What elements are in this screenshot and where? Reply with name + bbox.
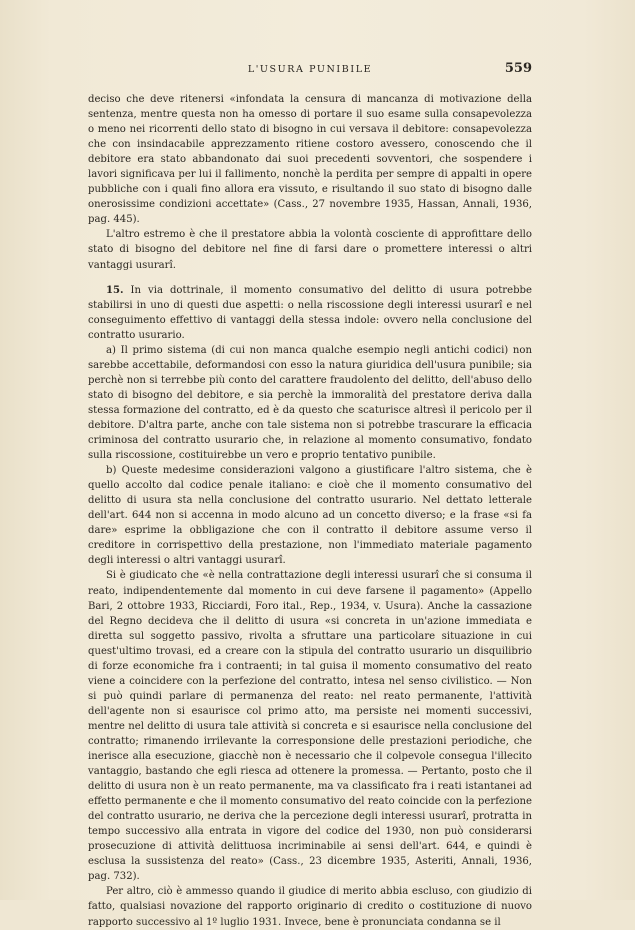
paragraph-other-extreme: L'altro estremo è che il prestatore abbia la volontà cosciente di approfittare dello stato di bisogno del debitore nel fine di farsi dare o promettere interessi o altri vantaggi usurarî. <box>88 229 532 271</box>
paragraph-novation: Per altro, ciò è ammesso quando il giudice di merito abbia escluso, con giudizio di fatto, qualsiasi novazione del rapporto originario di credito o costituzione di nuovo rapporto successivo al 1º luglio 1931. Invece, bene è pronunciata condanna se il <box>88 886 532 928</box>
running-title: L'USURA PUNIBILE <box>247 64 373 75</box>
page-number: 559 <box>504 61 532 76</box>
running-head <box>88 61 532 81</box>
body-text <box>88 92 532 930</box>
section-number: 15. <box>106 284 124 296</box>
section-15-paragraph <box>88 283 532 343</box>
section-15-text: In via dottrinale, il momento consumativo del delitto di usura potrebbe stabilirsi in uno di questi due aspetti: o nella riscossione degli interessi usurarî e nel conseguimento effettivo di vantaggi della stessa indole: ovvero nella conclusione del contratto usurario. <box>88 284 532 341</box>
paragraph-system-a: a) Il primo sistema (di cui non manca qualche esempio negli antichi codici) non sarebbe accettabile, deformandosi con esso la natura giuridica dell'usura punibile; sia perchè non si terrebbe più conto del carattere fraudolento del delitto, dell'abuso dello stato di bisogno del debitore, e sia perchè la immoralità del prestatore deriva dalla stessa formazione del contratto, ed è da questo che scaturisce altresì il pericolo per il debitore. D'altra parte, anche con tale sistema non si potrebbe trascurare la efficacia criminosa del contratto usurario che, in relazione al momento consumativo, fondato sulla riscossione, costituirebbe un vero e proprio tentativo punibile. <box>88 344 532 462</box>
paragraph-jurisprudence: Si è giudicato che «è nella contrattazione degli interessi usurarî che si consuma il reato, indipendentemente dal momento in cui deve farsene il pagamento» (Appello Bari, 2 ottobre 1933, Ricciardi, Foro ital., Rep., 1934, v. Usura). Anche la cassazione del Regno decideva che il delitto di usura «si concreta in un'azione immediata e diretta sul soggetto passivo, rivolta a sfruttare una particolare situazione in cui quest'ultimo trovasi, ed a creare con la stipula del contratto usurario un disquilibrio di forze economiche fra i contraenti; in tal guisa il momento consumativo del reato viene a coincidere con la perfezione del contratto, intesa nel senso civilistico. — Non si può quindi parlare di permanenza del reato: nel reato permanente, l'attività dell'agente non si esaurisce col primo atto, ma persiste nei momenti successivi, mentre nel delitto di usura tale attività si concreta e si esaurisce nella conclusione del contratto; rimanendo irrilevante la corresponsione delle prestazioni periodiche, che inerisce alla esecuzione, giacchè non è necessario che il colpevole consegua l'illecito vantaggio, bastando che egli riesca ad ottenere la promessa. — Pertanto, posto che il delitto di usura non è un reato permanente, ma va classificato fra i reati istantanei ad effetto permanente e che il momento consumativo del reato coincide con la perfezione del contratto usurario, ne deriva che la percezione degli interessi usurarî, protratta in tempo successivo alla entrata in vigore del codice del 1930, non può considerarsi prosecuzione di attività delittuosa incriminabile ai sensi dell'art. 644, e quindi è esclusa la sussistenza del reato» (Cass., 23 dicembre 1935, Asteriti, Annali, 1936, pag. 732). <box>88 570 532 883</box>
paragraph-system-b: b) Queste medesime considerazioni valgono a giustificare l'altro sistema, che è quello accolto dal codice penale italiano: e cioè che il momento consumativo del delitto di usura sta nella conclusione del contratto usurario. Nel dettato letterale dell'art. 644 non si accenna in modo alcuno ad un concetto diverso; e la frase «si fa dare» esprime la obbligazione che con il contratto il debitore assume verso il creditore in corrispettivo della prestazione, non l'immediato materiale pagamento degli interessi o altri vantaggi usurarî. <box>88 465 532 567</box>
paragraph-cassation-quote: deciso che deve ritenersi «infondata la censura di mancanza di motivazione della sentenza, mentre questa non ha omesso di portare il suo esame sulla consapevolezza o meno nei ricorrenti dello stato di bisogno in cui versava il debitore: consapevolezza che con insindacabile apprezzamento ritiene costoro avessero, conoscendo che il debitore era stato abbandonato dai suoi precedenti sovventori, che sospendere i lavori significava per lui il fallimento, nonchè la perdita per sempre di appalti in opere pubbliche con i quali fino allora era vissuto, e risultando il suo stato di bisogno dalle onerosissime condizioni accettate» (Cass., 27 novembre 1935, Hassan, Annali, 1936, pag. 445). <box>88 94 532 226</box>
